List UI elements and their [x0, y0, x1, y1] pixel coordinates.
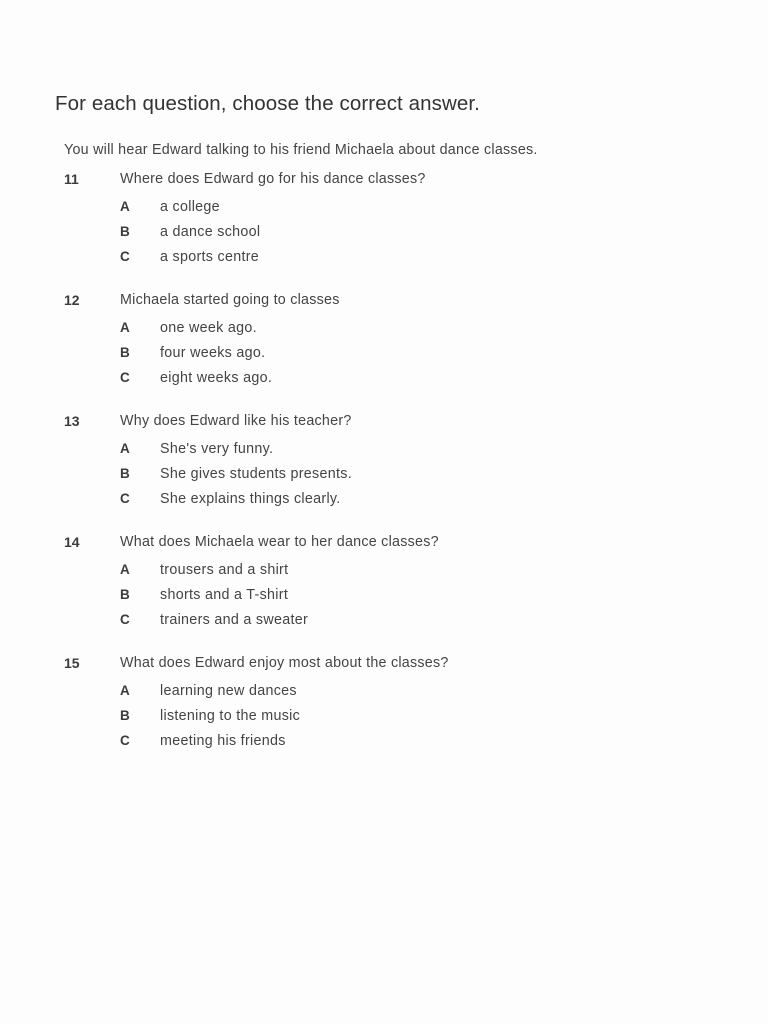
option-letter: B — [120, 224, 130, 239]
option-letter: C — [120, 733, 130, 748]
option-text: one week ago. — [160, 320, 257, 336]
question-text: Where does Edward go for his dance classes? — [120, 171, 426, 187]
option-text: eight weeks ago. — [160, 370, 273, 386]
question-15-option-c[interactable] — [0, 733, 768, 753]
option-text: listening to the music — [160, 708, 301, 724]
option-letter: C — [120, 370, 130, 385]
option-letter: B — [120, 587, 130, 602]
question-number: 11 — [64, 171, 79, 187]
question-text: What does Edward enjoy most about the classes? — [120, 655, 449, 671]
question-12-option-b[interactable] — [0, 345, 768, 365]
question-number: 15 — [64, 655, 80, 671]
option-text: She explains things clearly. — [160, 491, 341, 507]
question-13-option-c[interactable] — [0, 491, 768, 511]
option-letter: B — [120, 708, 130, 723]
question-12-option-a[interactable] — [0, 320, 768, 340]
question-15-option-a[interactable] — [0, 683, 768, 703]
question-12-option-c[interactable] — [0, 370, 768, 390]
question-14-option-c[interactable] — [0, 612, 768, 632]
option-text: a dance school — [160, 224, 261, 240]
question-13-option-a[interactable] — [0, 441, 768, 461]
option-text: trousers and a shirt — [160, 562, 289, 578]
instructions-text: You will hear Edward talking to his friend Michaela about dance classes. — [64, 142, 538, 158]
question-text: Why does Edward like his teacher? — [120, 413, 352, 429]
question-11-option-a[interactable] — [0, 199, 768, 219]
question-text: Michaela started going to classes — [120, 292, 340, 308]
option-letter: B — [120, 345, 130, 360]
question-13-option-b[interactable] — [0, 466, 768, 486]
question-number: 14 — [64, 534, 80, 550]
option-text: meeting his friends — [160, 733, 286, 749]
option-letter: B — [120, 466, 130, 481]
question-number: 12 — [64, 292, 80, 308]
option-letter: A — [120, 320, 130, 335]
option-letter: A — [120, 441, 130, 456]
option-letter: C — [120, 612, 130, 627]
option-letter: A — [120, 199, 130, 214]
option-letter: C — [120, 491, 130, 506]
option-text: learning new dances — [160, 683, 297, 699]
option-text: She's very funny. — [160, 441, 274, 457]
question-11-option-c[interactable] — [0, 249, 768, 269]
question-14-option-a[interactable] — [0, 562, 768, 582]
option-text: trainers and a sweater — [160, 612, 309, 628]
option-text: four weeks ago. — [160, 345, 266, 361]
option-letter: C — [120, 249, 130, 264]
option-text: a college — [160, 199, 220, 215]
page-title: For each question, choose the correct answer. — [55, 92, 480, 115]
option-text: a sports centre — [160, 249, 260, 265]
question-14-option-b[interactable] — [0, 587, 768, 607]
option-text: shorts and a T-shirt — [160, 587, 289, 603]
question-text: What does Michaela wear to her dance classes? — [120, 534, 439, 550]
option-letter: A — [120, 562, 130, 577]
question-15-option-b[interactable] — [0, 708, 768, 728]
option-text: She gives students presents. — [160, 466, 352, 482]
question-11-option-b[interactable] — [0, 224, 768, 244]
option-letter: A — [120, 683, 130, 698]
question-number: 13 — [64, 413, 80, 429]
